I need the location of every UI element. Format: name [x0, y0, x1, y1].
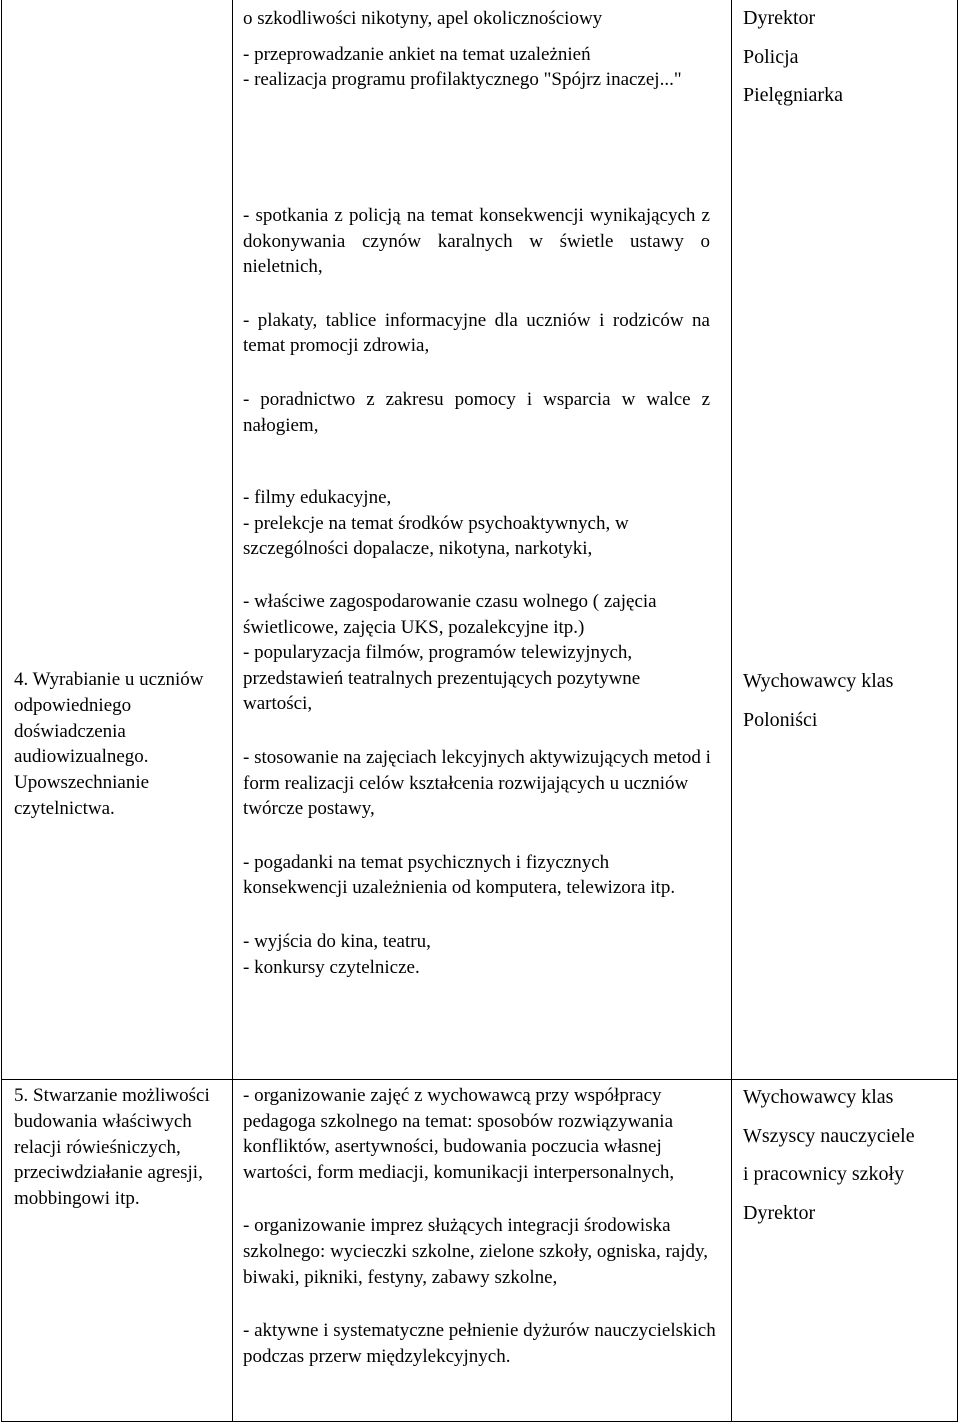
responsible-item: Wszyscy nauczyciele	[743, 1124, 915, 1147]
responsible-item: Dyrektor	[743, 1201, 816, 1224]
activity-item: - popularyzacja filmów, programów telewizyjnych, przedstawień teatralnych prezentujących pozytywne wartości,	[243, 642, 641, 715]
activity-item: - plakaty, tablice informacyjne dla uczniów i rodziców na temat promocji zdrowia,	[243, 309, 710, 357]
responsible-item: Wychowawcy klas	[743, 1086, 894, 1108]
row4-responsible	[743, 1078, 955, 1232]
activity-item: - organizowanie zajęć z wychowawcą przy współpracy pedagoga szkolnego na temat: sposobów rozwiązywania konfliktów, asertywności, budowania poczucia własnej wartości, form mediacji, komunikacji interpersonalnych,	[243, 1085, 675, 1183]
table-border-left	[1, 0, 2, 1422]
table-border-bottom	[1, 1421, 958, 1422]
responsible-item: Pielęgniarka	[743, 84, 843, 107]
activity-item: - konkursy czytelnicze.	[243, 956, 420, 978]
activity-item: - przeprowadzanie ankiet na temat uzależnień	[243, 43, 591, 65]
column-divider-1	[232, 0, 233, 1422]
row3-responsible	[743, 662, 948, 739]
activity-item: - poradnictwo z zakresu pomocy i wsparcia w walce z nałogiem,	[243, 388, 710, 436]
responsible-item: Policja	[743, 45, 799, 68]
activity-item: - pogadanki na temat psychicznych i fizycznych konsekwencji uzależnienia od komputera, telewizora itp.	[243, 851, 676, 899]
activity-item: - filmy edukacyjne,	[243, 487, 392, 508]
activity-item: - organizowanie imprez służących integracji środowiska szkolnego: wycieczki szkolne, zielone szkoły, ogniska, rajdy, biwaki, pikniki, festyny, zabawy szkolne,	[243, 1215, 709, 1288]
goal-text: 4. Wyrabianie u uczniów odpowiedniego doświadczenia audiowizualnego. Upowszechnianie czytelnictwa.	[14, 669, 204, 819]
row2-activities-cont	[243, 485, 713, 562]
activity-item: - realizacja programu profilaktycznego "Spójrz inaczej..."	[243, 69, 682, 91]
responsible-item: Poloniści	[743, 708, 818, 731]
activity-item: - stosowanie na zajęciach lekcyjnych aktywizujących metod i form realizacji celów kształcenia rozwijających u uczniów twórcze postawy,	[243, 746, 711, 820]
column-divider-2	[731, 0, 732, 1422]
goal-text: 5. Stwarzanie możliwości budowania właściwych relacji rówieśniczych, przeciwdziałanie agresji, mobbingowi itp.	[14, 1085, 210, 1210]
row4-goal	[14, 1083, 219, 1212]
activity-item: - właściwe zagospodarowanie czasu wolnego ( zajęcia świetlicowe, zajęcia UKS, pozalekcyjne itp.)	[243, 591, 657, 638]
activity-item: - aktywne i systematyczne pełnienie dyżurów nauczycielskich podczas przerw międzylekcyjnych.	[243, 1320, 716, 1367]
row3-activities	[243, 589, 713, 980]
row1-activities	[243, 6, 711, 93]
activity-item: - wyjścia do kina, teatru,	[243, 930, 431, 952]
table-border-right	[957, 0, 958, 1422]
responsible-item: Wychowawcy klas	[743, 670, 894, 692]
row3-goal	[14, 667, 219, 822]
row2-activities	[243, 203, 710, 438]
activity-item: o szkodliwości nikotyny, apel okolicznościowy	[243, 8, 603, 29]
row1-responsible	[743, 0, 948, 115]
responsible-item: Dyrektor	[743, 7, 816, 29]
row4-activities	[243, 1083, 718, 1369]
activity-item: - prelekcje na temat środków psychoaktywnych, w szczególności dopalacze, nikotyna, narkotyki,	[243, 512, 629, 560]
activity-item: - spotkania z policją na temat konsekwencji wynikających z dokonywania czynów karalnych w świetle ustawy o nieletnich,	[243, 205, 710, 278]
responsible-item: i pracownicy szkoły	[743, 1163, 905, 1186]
